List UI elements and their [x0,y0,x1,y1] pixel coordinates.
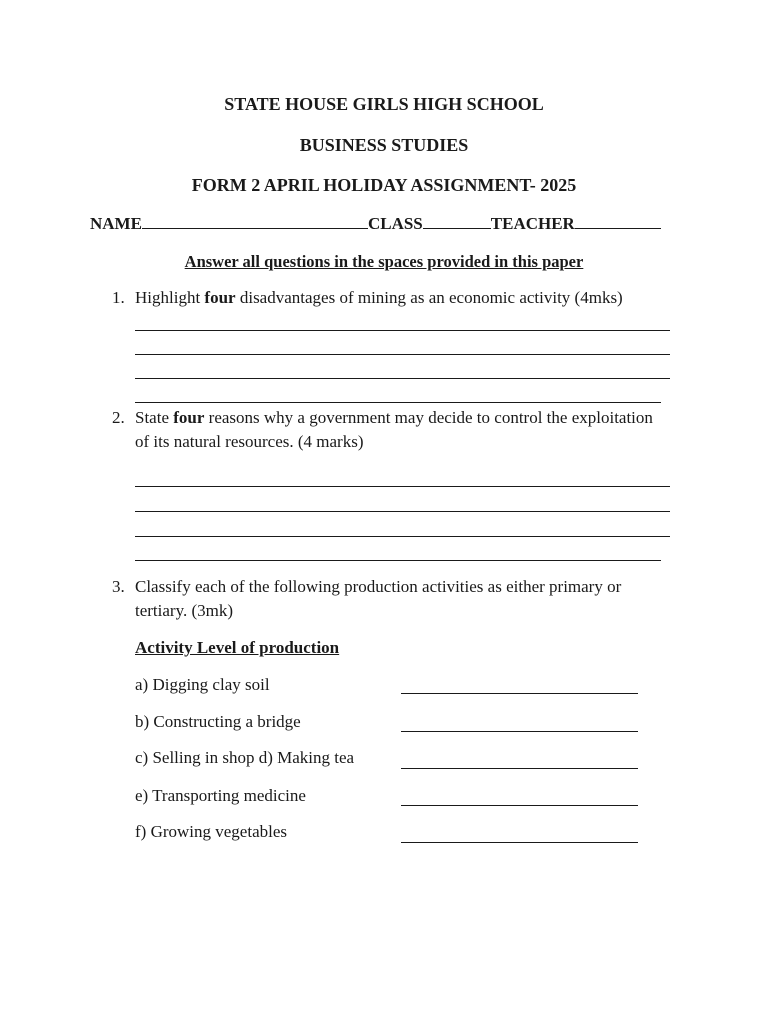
answer-line[interactable] [135,378,670,379]
activity-item: b) Constructing a bridge [135,712,301,731]
instruction: Answer all questions in the spaces provided in this paper [184,252,584,271]
assignment-title: FORM 2 APRIL HOLIDAY ASSIGNMENT- 2025 [191,175,577,195]
subject-title: BUSINESS STUDIES [299,135,469,155]
answer-line[interactable] [135,536,670,537]
answer-line[interactable] [135,402,661,403]
answer-line[interactable] [135,330,670,331]
class-blank[interactable] [423,214,491,229]
answer-line[interactable] [135,486,670,487]
activity-table-header: Activity Level of production [135,638,340,657]
question-1-number: 1. [112,288,125,307]
question-2-text-line2: of its natural resources. (4 marks) [135,432,364,451]
question-2-number: 2. [112,408,125,427]
answer-line[interactable] [135,560,661,561]
answer-line[interactable] [135,511,670,512]
activity-item: c) Selling in shop d) Making tea [135,748,355,767]
answer-line[interactable] [135,354,670,355]
school-name: STATE HOUSE GIRLS HIGH SCHOOL [224,94,544,114]
answer-line[interactable] [401,842,638,843]
teacher-label: TEACHER [490,214,575,233]
question-3-text-line2: tertiary. (3mk) [135,601,234,620]
name-blank[interactable] [142,214,368,229]
name-label: NAME [90,214,142,233]
class-label: CLASS [367,214,423,233]
question-2-text: State four reasons why a government may decide to control the exploitation [135,408,653,427]
question-3-number: 3. [112,577,125,596]
answer-line[interactable] [401,693,638,694]
answer-line[interactable] [401,768,638,769]
question-1-text: Highlight four disadvantages of mining as an economic activity (4mks) [135,288,623,307]
answer-line[interactable] [401,805,638,806]
answer-line[interactable] [401,731,638,732]
question-3-text: Classify each of the following production activities as either primary or [135,577,622,596]
activity-item: f) Growing vegetables [135,822,288,841]
student-details-line [90,214,661,234]
activity-item: e) Transporting medicine [135,786,306,805]
activity-item: a) Digging clay soil [135,675,270,694]
teacher-blank[interactable] [575,214,661,229]
